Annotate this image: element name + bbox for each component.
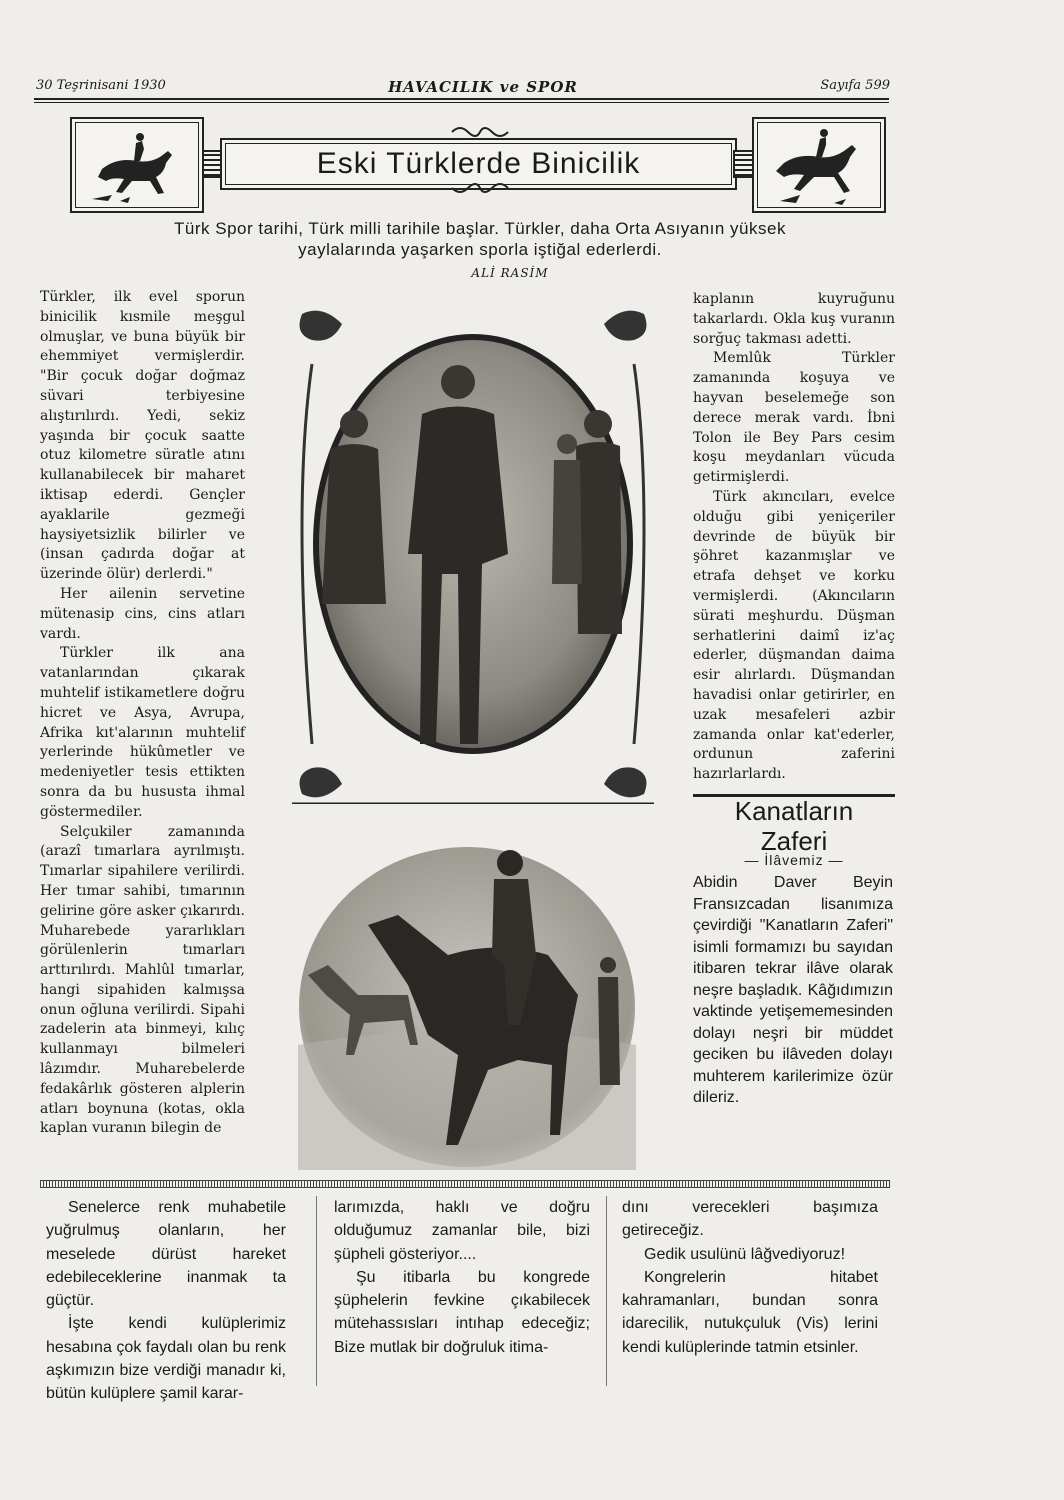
subtitle-line-2: yaylalarında yaşarken sporla iştiğal ederlerdi. [298, 240, 662, 259]
photo-group-portrait [282, 304, 664, 804]
sidebar-body: Abidin Daver Beyin Fransızcadan lisanımıza çevirdiği "Kanatların Zaferi" isimli formamızı bu sayıdan itibaren tekrar ilâve olarak neşre başladık. Kâğıdımızın vaktinde yetişememesinden dolayı neşri bir müddet geciken bu ilâveden dolayı muhterem karilerimize özür dileriz. [693, 874, 893, 1106]
article-right-column [693, 290, 895, 785]
paragraph: İşte kendi kulüplerimiz hesabına çok faydalı olan bu renk aşkımızın bize verdiği manadır ki, bütün kulüplere şamil karar- [46, 1315, 286, 1403]
horse-rider-icon [754, 119, 884, 211]
column-rule [606, 1196, 607, 1386]
paragraph: Selçukiler zamanında (arazî tımarlara ayrılmıştı. Tımarlar sipahilere verilirdi. Her tımar sahibi, tımarının gelirine göre asker çıkarırdı. Muharebede yararlıkları görülenlerin tımarları arttırılırdı. Mahlûl tımarlar, hangi sipahiden kalmışsa onun oğluna verilirdi. Sipahi zadelerin ata binmeyi, kılıç kullanmayı bilmeleri lâzımdır. Muharebelerde fedakârlık gösteren alplerin atları boynuna (kotas, okla kaplan vuranın bilegin de [40, 823, 245, 1137]
bottom-column-2 [334, 1196, 590, 1359]
article-title: Eski Türklerde Binicilik [316, 147, 641, 180]
paragraph: Senelerce renk muhabetile yuğrulmuş olanların, her meselede dürüst hareket edebileceklerine inanmak ta güçtür. [46, 1199, 286, 1310]
magazine-title: HAVACILIK ve SPOR [388, 78, 578, 96]
paragraph: Türk akıncıları, evelce olduğu gibi yeniçeriler devrinde de büyük bir şöhret kazanmışlar ve etrafa dehşet ve korku vermişlerdi. (Akıncıların sürati meşhurdu. Düşman serhatlerini daimî iz'aç ederler, düşmandan daima esir alırlardı. Düşmandan havadisi onlar getirirler, en uzak mesafeleri azbir zamanda onlar kat'ederler, ordunun zaferini hazırlarlardı. [693, 488, 895, 783]
horse-rider-icon [72, 119, 202, 211]
sidebar-subtitle: — İlâvemiz — [744, 852, 844, 868]
horse-rider-right-box [752, 117, 886, 213]
sidebar-title [693, 796, 895, 856]
ornament-icon [450, 180, 510, 200]
paragraph: Gedik usulünü lâğvediyoruz! [644, 1245, 846, 1263]
paragraph: Her ailenin servetine mütenasip cins, cins atları vardı. [40, 585, 245, 642]
paragraph: Şu itibarla bu kongrede şüphelerin fevkine çıkabilecek mütehassısları intıhap edeceğiz; Bize mutlak bir doğruluk itima- [334, 1268, 590, 1356]
sidebar-title-line-1: Kanatların [734, 796, 854, 826]
article-left-column [40, 288, 245, 1139]
bottom-column-3 [622, 1196, 878, 1359]
author-name: ALİ RASİM [471, 266, 549, 280]
ornament-icon [450, 124, 510, 144]
section-divider [40, 1180, 890, 1188]
issue-date: 30 Teşrinisani 1930 [36, 78, 166, 93]
page-number: Sayıfa 599 [820, 78, 890, 93]
subtitle-line-1: Türk Spor tarihi, Türk milli tarihile başlar. Türkler, daha Orta Asıyanın yüksek [174, 219, 786, 238]
column-rule [316, 1196, 317, 1386]
sidebar-title-line-2: Zaferi [760, 826, 828, 856]
bottom-column-1 [46, 1196, 286, 1406]
paragraph: Türkler ilk ana vatanlarından çıkarak muhtelif istikametlere doğru hicret ve Asya, Avrupa, Afrika kıt'alarının muhtelif yerlerinde hükûmetler ve medeniyetler tesis ettikten sonra da bu hususta ihmal göstermediler. [40, 645, 245, 820]
paragraph: Türkler, ilk evel sporun binicilik kısmile meşgul olmuşlar, ve buna büyük bir ehemmiyet vermişlerdir. "Bir çocuk doğar doğmaz süvari terbiyesine alıştırılırdı. Yedi, sekiz yaşında bir çocuk saatte otuz kilometre süratle atını kullanabilecek bir maharet iktisap ederdi. Gençler ayaklarile gezmeği haysiyetsizlik bilirler ve (insan çadırda doğar at üzerinde ölür) derlerdi." [40, 289, 245, 583]
paragraph: Kongrelerin hitabet kahramanları, bundan sonra idarecilik, nutukçuluk (Vis) lerini kendi kulüplerinde tatmin etsinler. [622, 1268, 878, 1356]
horse-rider-left-box [70, 117, 204, 213]
paragraph: Memlûk Türkler zamanında koşuya ve hayvan beselemeğe son derece merak vardı. İbni Tolon ile Bey Pars cesim koşu meydanları vücuda getirmişlerdi. [693, 350, 895, 486]
header-rule-thin [34, 102, 889, 103]
paragraph: dını verecekleri başımıza getireceğiz. [622, 1199, 878, 1240]
paragraph: kaplanın kuyruğunu takarlardı. Okla kuş vuranın sorğuç takması adetti. [693, 291, 895, 347]
article-subtitle [80, 218, 880, 260]
paragraph: larımızda, haklı ve doğru olduğumuz zamanlar bile, bizi şüpheli gösteriyor.... [334, 1199, 590, 1263]
header-rule [34, 98, 889, 100]
photo-horseman [298, 845, 636, 1170]
